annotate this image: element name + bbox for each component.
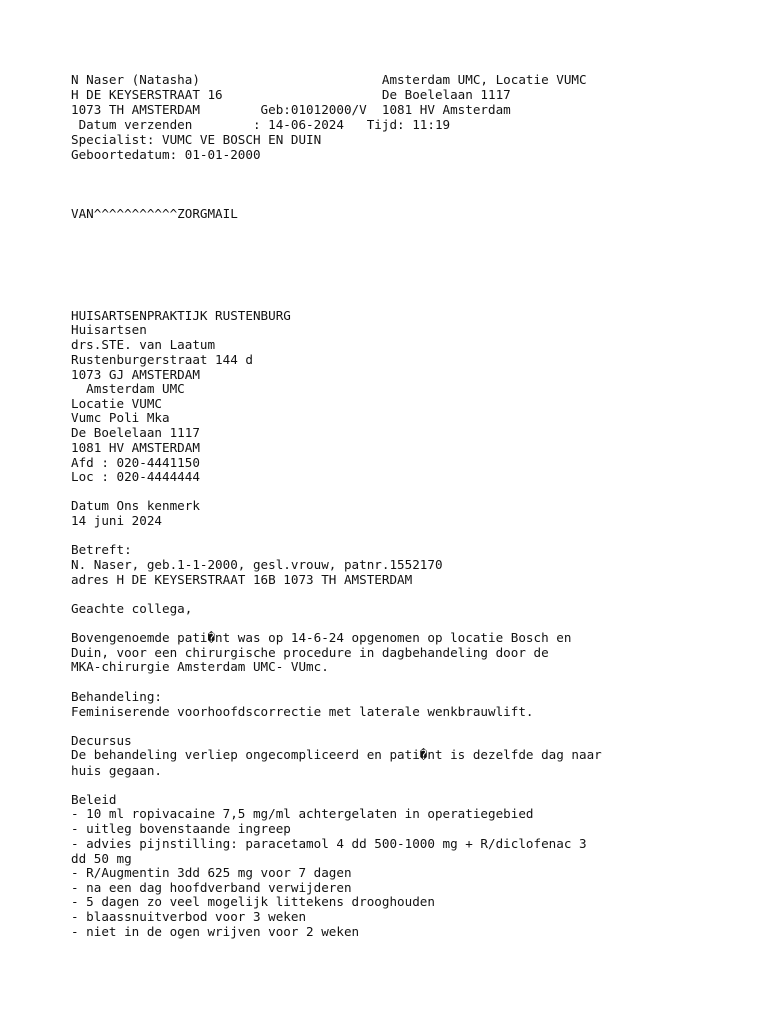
betreft-address: adres H DE KEYSERSTRAAT 16B 1073 TH AMSTERDAM [71,572,413,587]
header-line-patient-name: N Naser (Natasha) Amsterdam UMC, Locatie VUMC [71,72,587,87]
sender-organisation: Amsterdam UMC [71,381,185,396]
addressee-street: Rustenburgerstraat 144 d [71,352,253,367]
header-line-send-date: Datum verzenden : 14-06-2024 Tijd: 11:19 [71,117,451,132]
beleid-item: - na een dag hoofdverband verwijderen [71,880,352,895]
salutation: Geachte collega, [71,601,193,616]
sender-city: 1081 HV AMSTERDAM [71,440,200,455]
betreft-patient: N. Naser, geb.1-1-2000, gesl.vrouw, patnr.1552170 [71,557,443,572]
header-line-specialist: Specialist: VUMC VE BOSCH EN DUIN [71,132,322,147]
decursus-line-2: huis gegaan. [71,763,162,778]
decursus-line-1: De behandeling verliep ongecompliceerd en pati�nt is dezelfde dag naar [71,747,602,762]
sender-phone-loc: Loc : 020-4444444 [71,469,200,484]
beleid-item: - R/Augmentin 3dd 625 mg voor 7 dagen [71,865,352,880]
beleid-item: - advies pijnstilling: paracetamol 4 dd 500-1000 mg + R/diclofenac 3 [71,836,587,851]
intro-line-2: Duin, voor een chirurgische procedure in dagbehandeling door de [71,645,549,660]
meta-labels: Datum Ons kenmerk [71,498,200,513]
addressee-role: Huisartsen [71,322,147,337]
behandeling-text: Feminiserende voorhoofdscorrectie met laterale wenkbrauwlift. [71,704,534,719]
addressee-practice: HUISARTSENPRAKTIJK RUSTENBURG [71,308,291,323]
betreft-heading: Betreft: [71,542,132,557]
header-line-city: 1073 TH AMSTERDAM Geb:01012000/V 1081 HV Amsterdam [71,102,511,117]
source-line: VAN^^^^^^^^^^^ZORGMAIL [71,206,238,221]
sender-street: De Boelelaan 1117 [71,425,200,440]
beleid-item: - niet in de ogen wrijven voor 2 weken [71,924,360,939]
header-line-birthdate: Geboortedatum: 01-01-2000 [71,147,261,162]
beleid-item: - 5 dagen zo veel mogelijk littekens drooghouden [71,894,435,909]
meta-date: 14 juni 2024 [71,513,162,528]
beleid-item: - uitleg bovenstaande ingreep [71,821,291,836]
behandeling-heading: Behandeling: [71,689,162,704]
addressee-doctor: drs.STE. van Laatum [71,337,216,352]
intro-line-3: MKA-chirurgie Amsterdam UMC- VUmc. [71,659,329,674]
beleid-item: - 10 ml ropivacaine 7,5 mg/ml achtergelaten in operatiegebied [71,806,534,821]
intro-line-1: Bovengenoemde pati�nt was op 14-6-24 opgenomen op locatie Bosch en [71,630,572,645]
beleid-item: - blaassnuitverbod voor 3 weken [71,909,307,924]
sender-location: Locatie VUMC [71,396,162,411]
addressee-city: 1073 GJ AMSTERDAM [71,367,200,382]
sender-department: Vumc Poli Mka [71,410,170,425]
decursus-heading: Decursus [71,733,132,748]
header-line-street: H DE KEYSERSTRAAT 16 De Boelelaan 1117 [71,87,511,102]
beleid-heading: Beleid [71,792,117,807]
sender-phone-afd: Afd : 020-4441150 [71,455,200,470]
beleid-item-continued: dd 50 mg [71,851,132,866]
